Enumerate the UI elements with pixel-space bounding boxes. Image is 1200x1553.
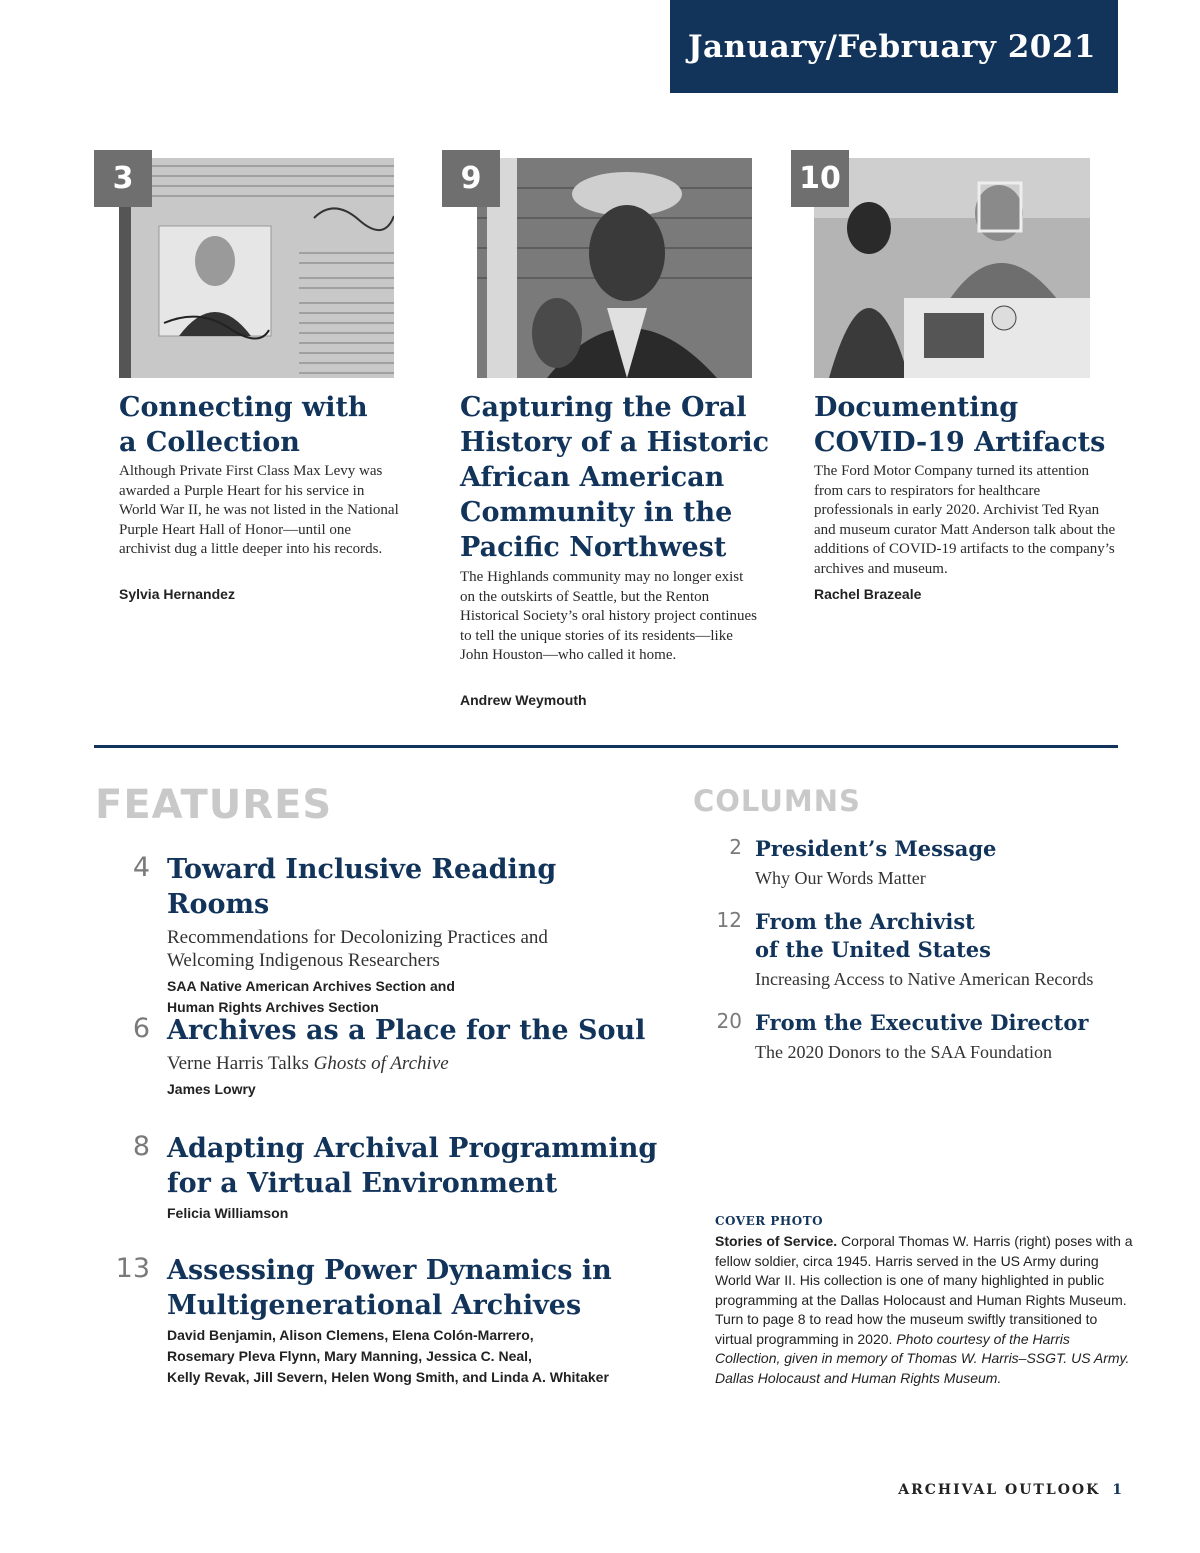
feature-title[interactable] [167,1013,667,1048]
column-page-number: 2 [729,835,742,859]
story-photo-john-houston [477,158,752,378]
cover-photo-credit: Photo courtesy of the Harris Collection, given in memory of Thomas W. Harris–SSGT. US Army. Dallas Holocaust and Human Rights Museum. [715,1330,1130,1386]
column-title-line: of the United States [755,937,991,962]
feature-title-line: for a Virtual Environment [167,1168,558,1199]
columns-heading: COLUMNS [693,784,861,818]
story-connecting-collection[interactable] [94,150,399,610]
column-title-line: From the Archivist [755,909,975,934]
story-title[interactable] [814,390,1124,460]
story-title-line: a Collection [119,427,300,458]
column-page-number: 20 [716,1009,742,1033]
page-number: 1 [1112,1482,1124,1498]
story-title-line: Connecting with [119,392,368,423]
story-page-number-box [94,150,152,207]
cover-photo-caption [715,1214,1135,1388]
story-description: The Ford Motor Company turned its attention from cars to respirators for healthcare professionals in early 2020. Archivist Ted Ryan and museum curator Matt Anderson talk about the additions of COVID-19 artifacts to the company’s archives and museum. [814,463,1116,577]
story-author: Andrew Weymouth [460,692,587,708]
feature-title[interactable] [167,1253,687,1323]
story-title-line: Pacific Northwest [460,532,727,563]
feature-page-number: 4 [132,852,150,883]
publication-name: ARCHIVAL OUTLOOK [898,1482,1101,1498]
story-photo-covid-respirators [814,158,1090,378]
feature-title-line: Assessing Power Dynamics in [167,1255,612,1286]
feature-item[interactable] [100,1253,680,1403]
issue-date-banner [670,0,1118,93]
feature-author [167,1079,667,1100]
cover-photo-label: COVER PHOTO [715,1214,824,1228]
feature-subtitle-text: Verne Harris Talks [167,1053,314,1074]
feature-page-number: 6 [132,1013,150,1044]
features-heading: FEATURES [95,782,333,828]
story-page-number: 10 [799,161,841,196]
feature-author [167,1325,687,1388]
feature-author-line: Rosemary Pleva Flynn, Mary Manning, Jessica C. Neal, [167,1348,532,1364]
column-item[interactable] [710,1009,1150,1069]
feature-title-line: Archives as a Place for the Soul [167,1015,646,1046]
story-photo-naturalization-certificate [119,158,394,378]
story-oral-history[interactable] [442,150,770,720]
story-title[interactable] [460,390,770,565]
column-title-line: From the Executive Director [755,1010,1089,1035]
story-page-number: 9 [460,161,482,196]
feature-author-line: SAA Native American Archives Section and [167,978,455,994]
feature-item[interactable] [100,852,660,1015]
column-page-number: 12 [716,908,742,932]
feature-author-line: James Lowry [167,1081,256,1097]
column-subtitle: The 2020 Donors to the SAA Foundation [755,1042,1052,1062]
section-divider [94,745,1118,748]
cover-photo-body: Corporal Thomas W. Harris (right) poses with a fellow soldier, circa 1945. Harris served in the US Army during World War II. His collection is one of many highlighted in public programming at the Dallas Holocaust and Human Rights Museum. Turn to page 8 to read how the museum swiftly transitioned to virtual programming in 2020. [715,1233,1133,1347]
feature-subtitle [167,926,667,972]
feature-title-line: Multigenerational Archives [167,1290,582,1321]
story-title-line: African American [460,462,725,493]
story-title-line: History of a Historic [460,427,770,458]
story-title-line: COVID-19 Artifacts [814,427,1106,458]
column-title[interactable] [755,1009,1155,1037]
column-subtitle: Why Our Words Matter [755,868,926,888]
feature-title[interactable] [167,1131,667,1201]
feature-page-number: 8 [132,1131,150,1162]
feature-item[interactable] [100,1131,660,1231]
feature-title[interactable] [167,852,667,922]
feature-author [167,976,667,1018]
feature-page-number: 13 [115,1253,150,1284]
feature-title-line: Toward Inclusive Reading Rooms [167,854,557,920]
story-page-number-box [442,150,500,207]
feature-subtitle-line: Welcoming Indigenous Researchers [167,950,440,971]
column-title[interactable] [755,908,1155,964]
feature-subtitle-line: Recommendations for Decolonizing Practices and [167,927,548,948]
column-item[interactable] [710,835,1150,895]
feature-author [167,1203,667,1224]
feature-author-line: Kelly Revak, Jill Severn, Helen Wong Smith, and Linda A. Whitaker [167,1369,609,1385]
story-page-number-box [791,150,849,207]
feature-author-line: Human Rights Archives Section [167,999,379,1015]
feature-author-line: David Benjamin, Alison Clemens, Elena Colón-Marrero, [167,1327,534,1343]
cover-photo-lead: Stories of Service. [715,1233,838,1249]
feature-subtitle-italic: Ghosts of Archive [313,1053,449,1074]
feature-author-line: Felicia Williamson [167,1205,289,1221]
story-page-number: 3 [112,161,134,196]
covid-lab-photo-image [814,158,1090,378]
story-title-line: Community in the [460,497,733,528]
issue-date: January/February 2021 [687,28,1096,65]
cover-photo-text [715,1232,1135,1388]
feature-title-line: Adapting Archival Programming [167,1133,658,1164]
portrait-photo-image [477,158,752,378]
story-description: Although Private First Class Max Levy was awarded a Purple Heart for his service in World War II, he was not listed in the National Purple Heart Hall of Honor—until one archivist dug a little deeper into his records. [119,463,399,558]
page-footer [898,1482,1124,1498]
story-covid-artifacts[interactable] [791,150,1121,610]
column-item[interactable] [710,908,1150,998]
story-description: The Highlands community may no longer exist on the outskirts of Seattle, but the Renton Historical Society’s oral history project continues to tell the unique stories of its residents—like John Houston—who called it home. [460,569,758,664]
story-author: Sylvia Hernandez [119,586,235,602]
column-subtitle: Increasing Access to Native American Records [755,969,1094,989]
story-title[interactable] [119,390,409,460]
story-title-line: Documenting [814,392,1019,423]
story-title-line: Capturing the Oral [460,392,747,423]
feature-item[interactable] [100,1013,660,1113]
feature-subtitle [167,1052,667,1075]
column-title[interactable] [755,835,1155,863]
column-title-line: President’s Message [755,836,997,861]
naturalization-document-image [119,158,394,378]
story-author: Rachel Brazeale [814,586,922,602]
